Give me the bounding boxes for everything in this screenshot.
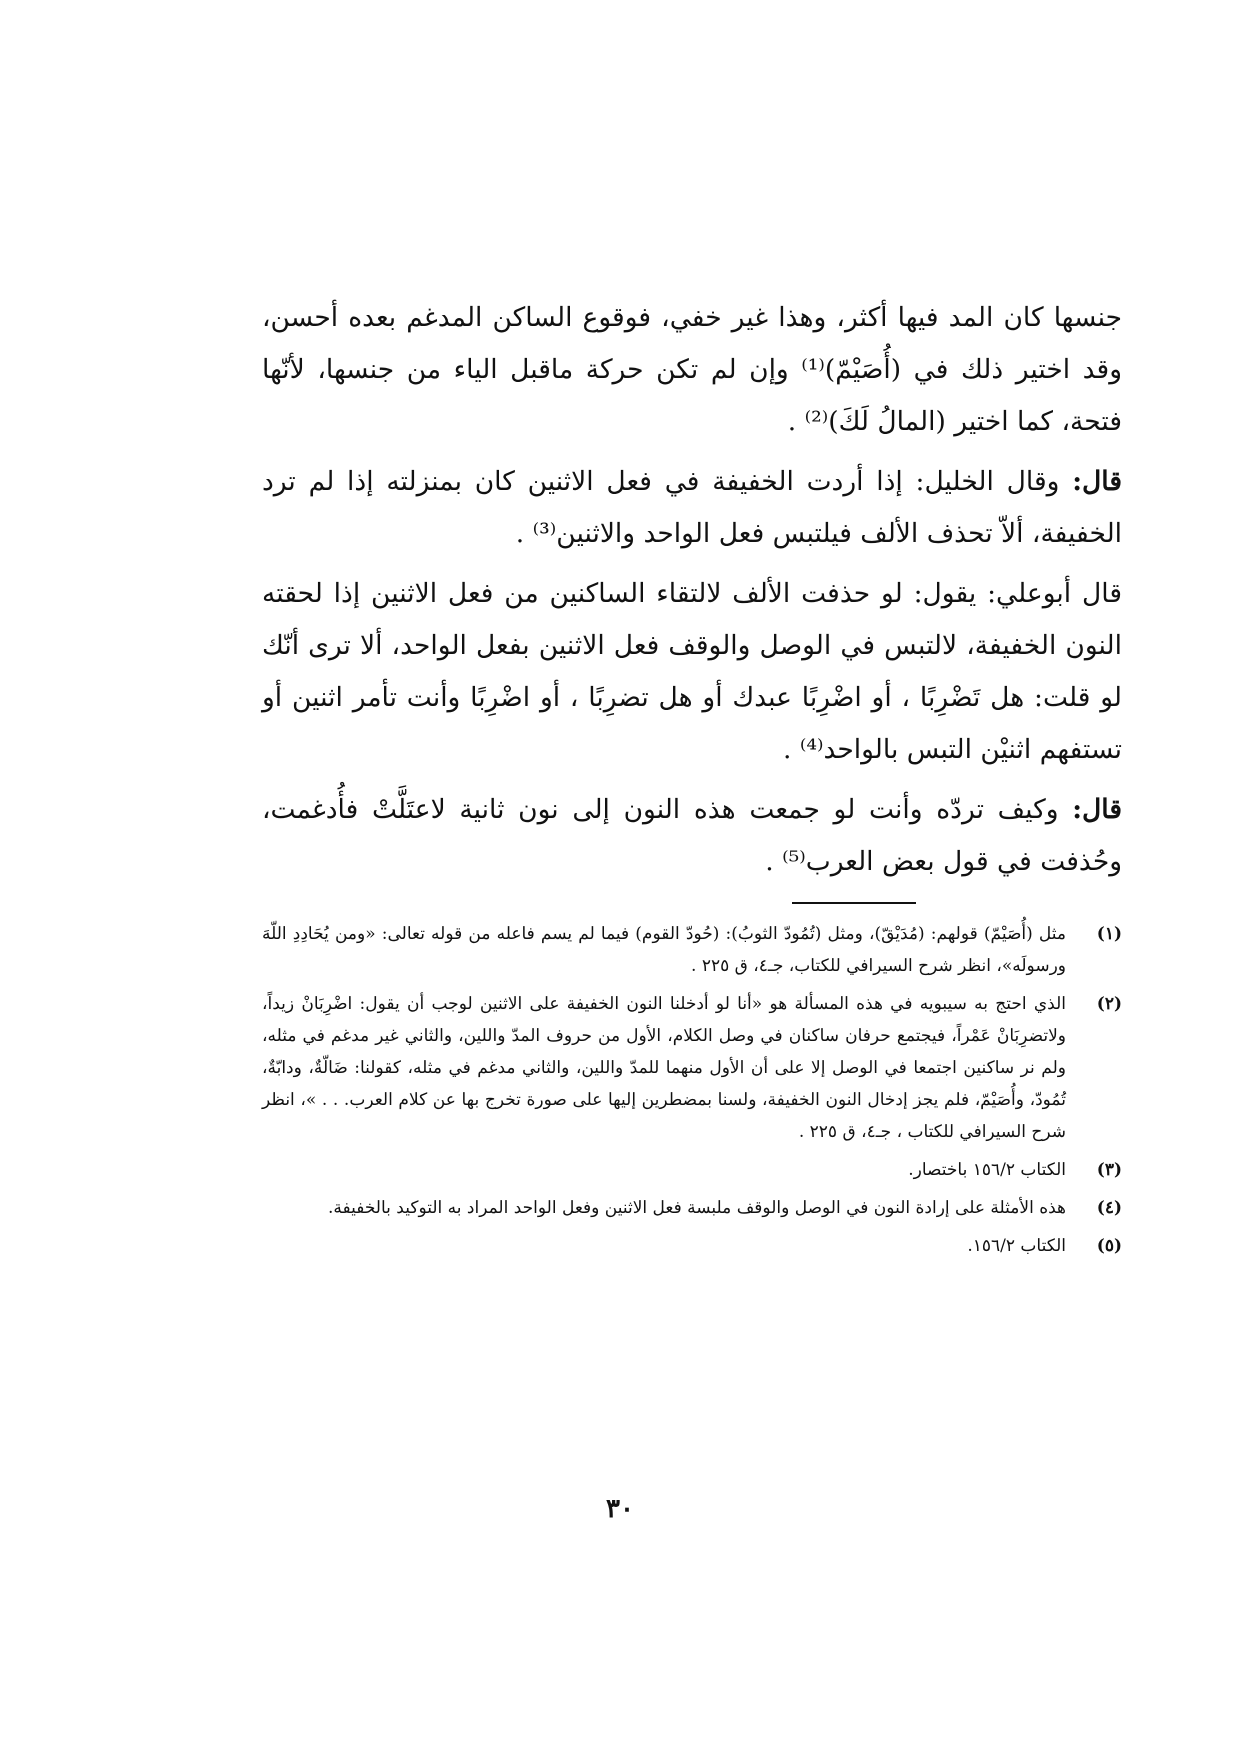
footnote bbox=[262, 1154, 1122, 1186]
paragraph-lead: قال: bbox=[1072, 794, 1122, 825]
paragraph bbox=[262, 784, 1122, 888]
paragraph-text: قال أبوعلي: يقول: لو حذفت الألف لالتقاء الساكنين من فعل الاثنين إذا لحقته النون الخفيفة، لالتبس في الوصل والوقف فعل الاثنين بفعل الواحد، ألا ترى أنّك لو قلت: هل تَضْرِبًا ، أو اضْرِبًا عبدك أو هل تضرِبًا ، أو اضْرِبًا وأنت تأمر اثنين أو تستفهم اثنيْن التبس بالواحد⁽⁴⁾ . bbox=[262, 578, 1122, 765]
footnote-text: مثل (أُصَيْمّ) قولهم: (مُدَيْقّ)، ومثل (تُمُودّ الثوبُ): (حُودّ القوم) فيما لم يسم فاعله من قوله تعالى: «ومن يُحَادِدِ اللّهَ ورسولَه»، انظر شرح السيرافي للكتاب، جـ٤، ق ٢٢٥ . bbox=[262, 924, 1066, 976]
paragraph bbox=[262, 456, 1122, 560]
paragraph-text: وقال الخليل: إذا أردت الخفيفة في فعل الاثنين كان بمنزلته إذا لم ترد الخفيفة، ألاّ تحذف الألف فيلتبس فعل الواحد والاثنين⁽³⁾ . bbox=[262, 466, 1122, 549]
main-text bbox=[262, 292, 1122, 896]
page-number: ٣٠ bbox=[606, 1494, 634, 1524]
footnotes bbox=[262, 918, 1122, 1268]
footnote-number: (١) bbox=[1096, 924, 1122, 944]
footnote bbox=[262, 1230, 1122, 1262]
paragraph bbox=[262, 292, 1122, 448]
paragraph bbox=[262, 568, 1122, 776]
footnote-number: (٢) bbox=[1096, 994, 1122, 1014]
footnote-number: (٣) bbox=[1096, 1160, 1122, 1180]
paragraph-text: جنسها كان المد فيها أكثر، وهذا غير خفي، فوقوع الساكن المدغم بعده أحسن، وقد اختير ذلك في (أُصَيْمّ)⁽¹⁾ وإن لم تكن حركة ماقبل الياء من جنسها، لأنّها فتحة، كما اختير (المالُ لَكَ)⁽²⁾ . bbox=[262, 302, 1123, 437]
footnote-number: (٥) bbox=[1096, 1236, 1122, 1256]
footnote-text: هذه الأمثلة على إرادة النون في الوصل والوقف ملبسة فعل الاثنين وفعل الواحد المراد به التوكيد بالخفيفة. bbox=[327, 1198, 1066, 1218]
footnote-text: الذي احتج به سيبويه في هذه المسألة هو «أنا لو أدخلنا النون الخفيفة على الاثنين لوجب أن يقول: اضْرِبَانْ زيداً، ولاتضرِبَانْ عَمْراً، فيجتمع حرفان ساكنان في وصل الكلام، الأول من حروف المدّ واللين، والثاني غير مدغم في مثله، ولم نر ساكنين اجتمعا في الوصل إلا على أن الأول منهما للمدّ واللين، والثاني مدغم في مثله، كقولنا: ضَالّةٌ، ودابّةٌ، تُمُودّ، وأُصَيْمّ، فلم يجز إدخال النون الخفيفة، ولسنا بمضطرين إليها على صورة تخرج بها عن كلام العرب. . . »، انظر شرح السيرافي للكتاب ، جـ٤، ق ٢٢٥ . bbox=[262, 994, 1066, 1142]
footnote-separator bbox=[792, 902, 916, 904]
footnote-text: الكتاب ١٥٦/٢ باختصار. bbox=[908, 1160, 1066, 1180]
footnote-text: الكتاب ١٥٦/٢. bbox=[967, 1236, 1066, 1256]
footnote-number: (٤) bbox=[1096, 1198, 1122, 1218]
footnote bbox=[262, 988, 1122, 1148]
footnote bbox=[262, 918, 1122, 982]
paragraph-text: وكيف تردّه وأنت لو جمعت هذه النون إلى نون ثانية لاعتَلَّتْ فأُدغمت، وحُذفت في قول بعض العرب⁽⁵⁾ . bbox=[262, 794, 1122, 877]
paragraph-lead: قال: bbox=[1072, 466, 1122, 497]
footnote bbox=[262, 1192, 1122, 1224]
